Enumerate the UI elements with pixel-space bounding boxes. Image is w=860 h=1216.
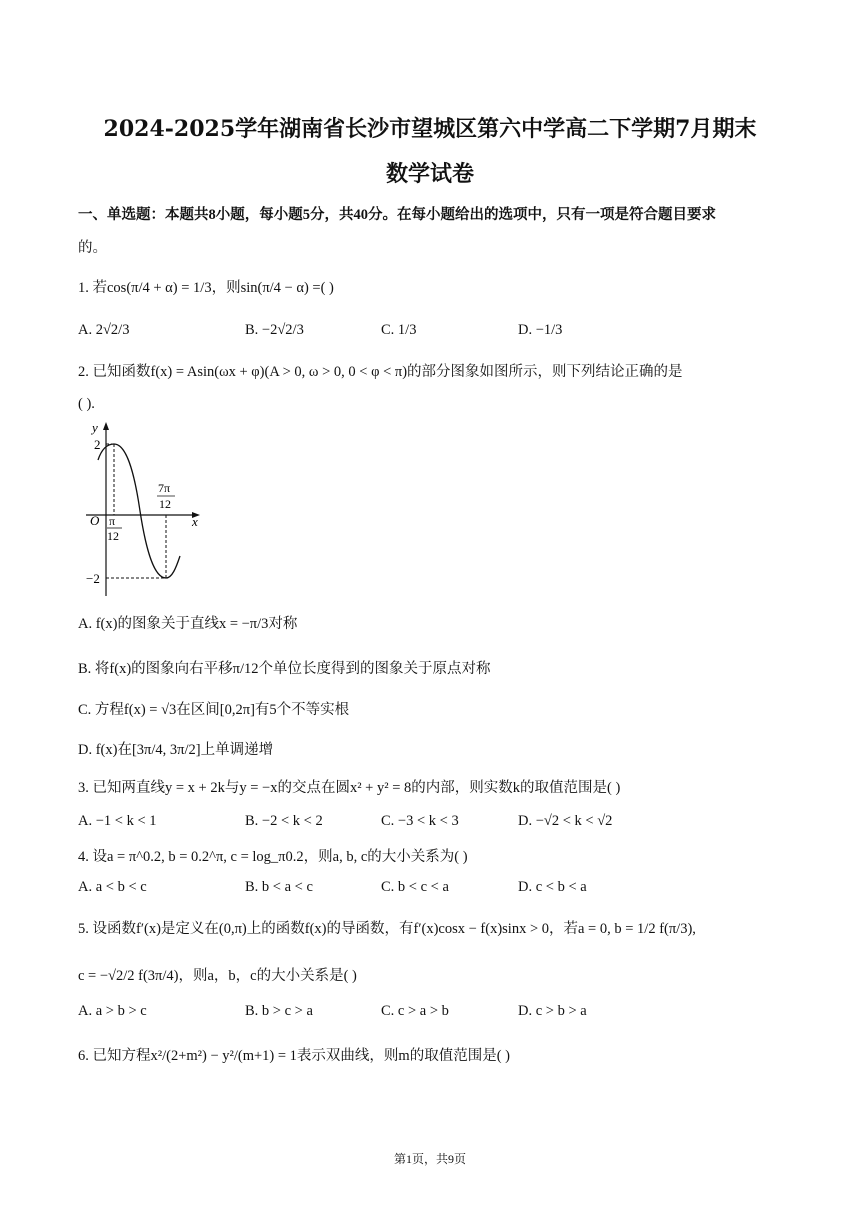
y-min-label: −2: [86, 571, 100, 586]
q5-option-a: A. a > b > c: [78, 1003, 147, 1019]
q5-option-b: B. b > c > a: [245, 1003, 313, 1019]
x-axis-label: x: [192, 514, 198, 529]
sine-curve: [98, 444, 180, 578]
q4-option-d: D. c < b < a: [518, 879, 587, 895]
q3-option-a: A. −1 < k < 1: [78, 813, 157, 829]
y-axis-arrow-icon: [103, 422, 109, 430]
q2-option-c: C. 方程f(x) = √3在区间[0,2π]有5个不等实根: [78, 702, 350, 718]
section-heading-cont: 的。: [78, 240, 107, 256]
q3-option-d: D. −√2 < k < √2: [518, 813, 613, 829]
y-max-label: 2: [94, 437, 101, 452]
question-3: 3. 已知两直线y = x + 2k与y = −x的交点在圆x² + y² = 8的内部，则实数k的取值范围是( ): [78, 780, 621, 796]
q2-option-b: B. 将f(x)的图象向右平移π/12个单位长度得到的图象关于原点对称: [78, 661, 491, 677]
sine-graph: [78, 420, 208, 602]
x-min-label-num: 7π: [158, 481, 171, 495]
question-6: 6. 已知方程x²/(2+m²) − y²/(m+1) = 1表示双曲线，则m的取值范围是( ): [78, 1048, 510, 1064]
q1-option-d: D. −1/3: [518, 322, 563, 338]
question-2-cont: ( ).: [78, 396, 95, 412]
q4-option-a: A. a < b < c: [78, 879, 147, 895]
question-2: 2. 已知函数f(x) = Asin(ωx + φ)(A > 0, ω > 0, 0 < φ < π)的部分图象如图所示，则下列结论正确的是: [78, 364, 683, 380]
q1-option-b: B. −2√2/3: [245, 322, 304, 338]
x-max-label-den: 12: [107, 529, 119, 543]
q5-option-d: D. c > b > a: [518, 1003, 587, 1019]
question-4: 4. 设a = π^0.2, b = 0.2^π, c = log_π0.2，则a, b, c的大小关系为( ): [78, 849, 468, 865]
q1-option-c: C. 1/3: [381, 322, 417, 338]
x-min-label-den: 12: [159, 497, 171, 511]
x-max-label-num: π: [109, 514, 116, 528]
page-footer: 第1页，共9页: [393, 1152, 466, 1166]
y-axis-label: y: [92, 420, 98, 435]
q4-option-c: C. b < c < a: [381, 879, 449, 895]
q3-option-b: B. −2 < k < 2: [245, 813, 323, 829]
paper-subtitle: 数学试卷: [385, 161, 474, 187]
origin-label: O: [90, 513, 100, 528]
q4-option-b: B. b < a < c: [245, 879, 313, 895]
q2-option-d: D. f(x)在[3π/4, 3π/2]上单调递增: [78, 742, 274, 758]
q5-option-c: C. c > a > b: [381, 1003, 449, 1019]
q2-option-a: A. f(x)的图象关于直线x = −π/3对称: [78, 616, 298, 632]
question-1: 1. 若cos(π/4 + α) = 1/3，则sin(π/4 − α) =( ): [78, 280, 334, 296]
q3-option-c: C. −3 < k < 3: [381, 813, 459, 829]
section-heading: 一、单选题：本题共8小题，每小题5分，共40分。在每小题给出的选项中，只有一项是符合题目要求: [78, 207, 716, 223]
paper-title: 2024-2025学年湖南省长沙市望城区第六中学高二下学期7月期末: [103, 116, 757, 142]
q1-option-a: A. 2√2/3: [78, 322, 130, 338]
question-5-cont: c = −√2/2 f(3π/4)，则a，b，c的大小关系是( ): [78, 968, 357, 984]
question-5: 5. 设函数f′(x)是定义在(0,π)上的函数f(x)的导函数，有f′(x)cosx − f(x)sinx > 0，若a = 0, b = 1/2 f(π/3),: [78, 921, 696, 937]
